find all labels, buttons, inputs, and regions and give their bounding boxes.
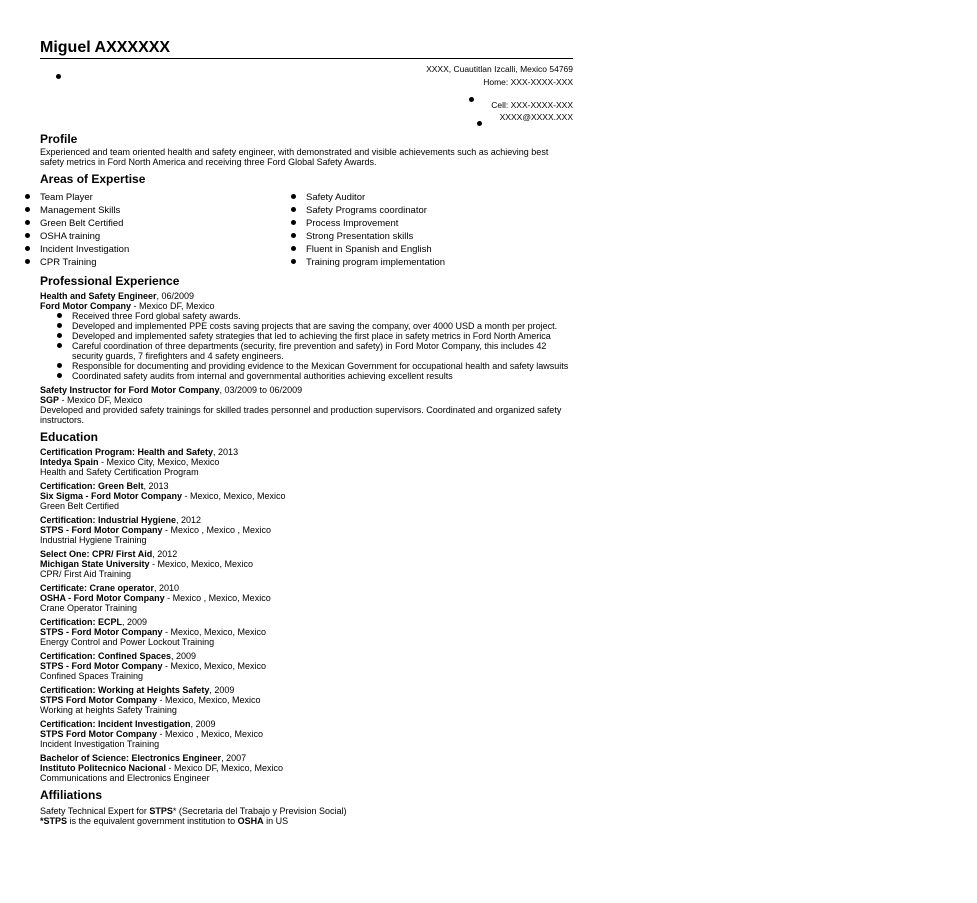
education-year: , 2012 — [152, 549, 178, 559]
section-heading-expertise: Areas of Expertise — [40, 172, 146, 186]
job-description: Developed and provided safety trainings for skilled trades personnel and production supervisors. Coordinated and organized safety instructors. — [40, 405, 562, 425]
list-item: Management Skills — [40, 204, 306, 217]
education-location: - Mexico, Mexico, Mexico — [182, 491, 286, 501]
affiliation-org: *STPS — [40, 816, 68, 826]
list-item: OSHA training — [40, 230, 306, 243]
education-degree: Certification: Industrial Hygiene — [40, 515, 177, 525]
list-item: Received three Ford global safety awards. — [72, 311, 573, 321]
affiliation-note — [40, 816, 573, 826]
job-date: , 06/2009 — [156, 291, 195, 301]
education-entry — [40, 481, 573, 511]
education-entry — [40, 549, 573, 579]
education-detail: Green Belt Certified — [40, 501, 120, 511]
list-item: Safety Auditor — [306, 191, 445, 204]
job-entry — [40, 385, 573, 425]
education-location: - Mexico, Mexico, Mexico — [157, 695, 261, 705]
education-school: Intedya Spain — [40, 457, 99, 467]
job-date: , 03/2009 to 06/2009 — [219, 385, 303, 395]
education-school: Six Sigma - Ford Motor Company — [40, 491, 183, 501]
education-degree: Certification: Working at Heights Safety — [40, 685, 210, 695]
list-item: Team Player — [40, 191, 306, 204]
education-school: STPS - Ford Motor Company — [40, 525, 163, 535]
education-degree: Certification: Incident Investigation — [40, 719, 191, 729]
education-degree: Certification: ECPL — [40, 617, 123, 627]
job-bullets — [40, 311, 573, 381]
job-company: Ford Motor Company — [40, 301, 131, 311]
education-section — [40, 430, 573, 783]
education-detail: Communications and Electronics Engineer — [40, 773, 210, 783]
education-school: OSHA - Ford Motor Company — [40, 593, 165, 603]
education-school: Instituto Politecnico Nacional — [40, 763, 167, 773]
education-year: , 2009 — [209, 685, 235, 695]
education-entry — [40, 583, 573, 613]
experience-section — [40, 274, 573, 425]
education-school: STPS - Ford Motor Company — [40, 627, 163, 637]
education-list — [40, 447, 573, 783]
education-detail: Industrial Hygiene Training — [40, 535, 147, 545]
profile-text: Experienced and team oriented health and safety engineer, with demonstrated and visible achievements such as achieving best safety metrics in Ford North America and receiving three Ford Global Safety Awards. — [40, 147, 549, 167]
section-heading-experience: Professional Experience — [40, 274, 180, 288]
education-entry — [40, 685, 573, 715]
list-item: Incident Investigation — [40, 243, 306, 256]
education-entry — [40, 753, 573, 783]
education-degree: Select One: CPR/ First Aid — [40, 549, 153, 559]
education-degree: Certification: Confined Spaces — [40, 651, 172, 661]
education-year: , 2007 — [221, 753, 247, 763]
expertise-list-right — [306, 191, 445, 269]
list-item: Developed and implemented safety strategies that led to achieving the first place in safety metrics in Ford North America — [72, 331, 573, 341]
affiliation-text: * (Secretaria del Trabajo y Prevision Social) — [172, 806, 347, 816]
education-year: , 2013 — [213, 447, 239, 457]
education-detail: Incident Investigation Training — [40, 739, 160, 749]
affiliation-text: in US — [263, 816, 289, 826]
education-entry — [40, 719, 573, 749]
education-detail: Energy Control and Power Lockout Training — [40, 637, 215, 647]
section-heading-affiliations: Affiliations — [40, 788, 102, 802]
job-location: - Mexico DF, Mexico — [131, 301, 215, 311]
list-item: Responsible for documenting and providing evidence to the Mexican Government for occupational health and safety lawsuits — [72, 361, 573, 371]
job-title: Safety Instructor for Ford Motor Company — [40, 385, 220, 395]
bullet-icon — [477, 121, 482, 126]
education-degree: Bachelor of Science: Electronics Engineer — [40, 753, 222, 763]
resume-page — [40, 38, 573, 826]
education-year: , 2013 — [143, 481, 169, 491]
list-item: CPR Training — [40, 256, 306, 269]
education-year: , 2009 — [122, 617, 148, 627]
profile-section — [40, 132, 573, 167]
education-detail: Health and Safety Certification Program — [40, 467, 199, 477]
contact-email: XXXX@XXXX.XXX — [499, 112, 573, 122]
education-school: Michigan State University — [40, 559, 150, 569]
candidate-name: Miguel AXXXXXX — [40, 39, 171, 56]
list-item: Developed and implemented PPE costs saving projects that are saving the company, over 4000 USD a month per project. — [72, 321, 573, 331]
education-detail: Confined Spaces Training — [40, 671, 144, 681]
affiliation-org: STPS — [149, 806, 173, 816]
education-location: - Mexico, Mexico, Mexico — [162, 661, 267, 671]
list-item: Safety Programs coordinator — [306, 204, 445, 217]
contact-home-phone: Home: XXX-XXXX-XXX — [483, 77, 573, 87]
bullet-icon — [469, 97, 474, 102]
list-item: Training program implementation — [306, 257, 446, 268]
education-detail: CPR/ First Aid Training — [40, 569, 132, 579]
education-location: - Mexico , Mexico, Mexico — [164, 593, 271, 603]
education-school: STPS Ford Motor Company — [40, 729, 157, 739]
job-location: - Mexico DF, Mexico — [59, 395, 143, 405]
expertise-list-left — [40, 191, 306, 269]
list-item: Coordinated safety audits from internal and governmental authorities achieving excellent results — [72, 371, 573, 381]
section-heading-education: Education — [40, 430, 99, 444]
education-location: - Mexico, Mexico, Mexico — [149, 559, 254, 569]
education-entry — [40, 515, 573, 545]
affiliation-text: is the equivalent government institution to — [67, 816, 238, 826]
section-heading-profile: Profile — [40, 132, 78, 146]
education-school: STPS - Ford Motor Company — [40, 661, 163, 671]
list-item: Fluent in Spanish and English — [306, 243, 445, 256]
affiliations-section — [40, 788, 573, 826]
affiliation-org: OSHA — [237, 816, 264, 826]
education-detail: Working at heights Safety Training — [40, 705, 177, 715]
education-entry — [40, 617, 573, 647]
education-location: - Mexico, Mexico, Mexico — [162, 627, 267, 637]
education-degree: Certification Program: Health and Safety — [40, 447, 214, 457]
education-location: - Mexico , Mexico, Mexico — [157, 729, 264, 739]
education-detail: Crane Operator Training — [40, 603, 138, 613]
education-degree: Certificate: Crane operator — [40, 583, 155, 593]
expertise-section — [40, 172, 573, 269]
education-location: - Mexico , Mexico , Mexico — [162, 525, 272, 535]
list-item: Green Belt Certified — [40, 217, 306, 230]
education-year: , 2010 — [154, 583, 180, 593]
education-location: - Mexico City, Mexico, Mexico — [98, 457, 220, 467]
contact-cell-phone: Cell: XXX-XXXX-XXX — [491, 100, 573, 110]
bullet-icon — [56, 74, 61, 79]
affiliation-line — [40, 806, 573, 816]
education-year: , 2012 — [176, 515, 202, 525]
affiliation-text: Safety Technical Expert for — [40, 806, 150, 816]
contact-block — [40, 59, 573, 127]
education-location: - Mexico DF, Mexico, Mexico — [166, 763, 284, 773]
education-school: STPS Ford Motor Company — [40, 695, 157, 705]
job-title: Health and Safety Engineer — [40, 291, 157, 301]
education-year: , 2009 — [171, 651, 197, 661]
education-entry — [40, 651, 573, 681]
education-year: , 2009 — [190, 719, 216, 729]
contact-address: XXXX, Cuautitlan Izcalli, Mexico 54769 — [426, 64, 573, 74]
list-item: Careful coordination of three departments (security, fire prevention and safety) in Ford Motor Company, this includes 42 security guards, 7 firefighters and 4 safety engineers. — [72, 341, 573, 361]
job-entry — [40, 291, 573, 381]
education-degree: Certification: Green Belt — [40, 481, 144, 491]
job-company: SGP — [40, 395, 60, 405]
list-item: Strong Presentation skills — [306, 230, 445, 243]
list-item: Process Improvement — [306, 217, 445, 230]
education-entry — [40, 447, 573, 477]
